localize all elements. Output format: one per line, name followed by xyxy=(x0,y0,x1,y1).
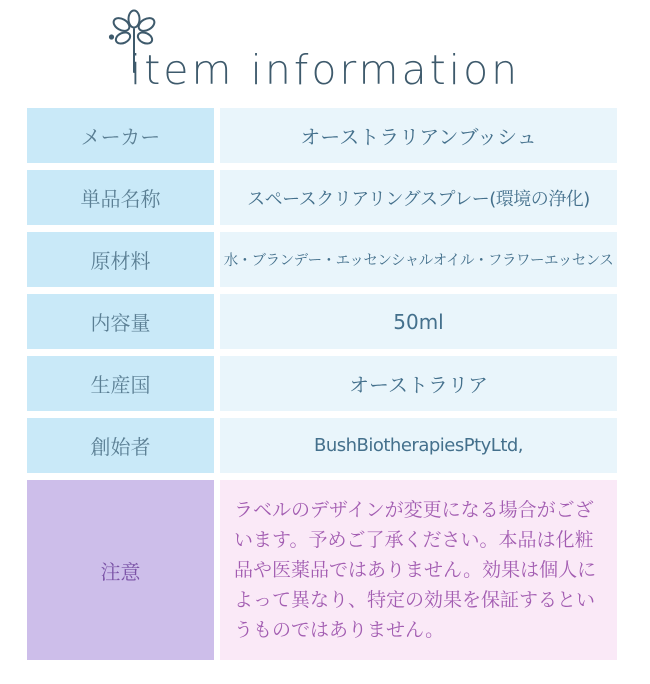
row-value: オーストラリア xyxy=(220,356,617,411)
row-label: 生産国 xyxy=(27,356,214,411)
page-title: item information xyxy=(129,46,521,94)
table-row xyxy=(27,356,617,411)
row-label: 内容量 xyxy=(27,294,214,349)
row-label: 原材料 xyxy=(27,232,214,287)
table-row xyxy=(27,232,617,287)
table-row xyxy=(27,480,617,660)
table-row xyxy=(27,418,617,473)
row-value: BushBiotherapiesPtyLtd, xyxy=(220,418,617,473)
row-value: ラベルのデザインが変更になる場合がございます。予めご了承ください。本品は化粧品や医薬品ではありません。効果は個人によって異なり、特定の効果を保証するというものではありません。 xyxy=(220,480,617,660)
table-row xyxy=(27,170,617,225)
table-row xyxy=(27,108,617,163)
item-info-table xyxy=(27,108,617,660)
row-value: スペースクリアリングスプレー(環境の浄化) xyxy=(220,170,617,225)
row-label: 注意 xyxy=(27,480,214,660)
row-value: 50ml xyxy=(220,294,617,349)
row-label: 単品名称 xyxy=(27,170,214,225)
page-header xyxy=(0,0,650,100)
row-value: オーストラリアンブッシュ xyxy=(220,108,617,163)
row-value: 水・ブランデー・エッセンシャルオイル・フラワーエッセンス xyxy=(220,232,617,287)
row-label: メーカー xyxy=(27,108,214,163)
row-label: 創始者 xyxy=(27,418,214,473)
table-row xyxy=(27,294,617,349)
